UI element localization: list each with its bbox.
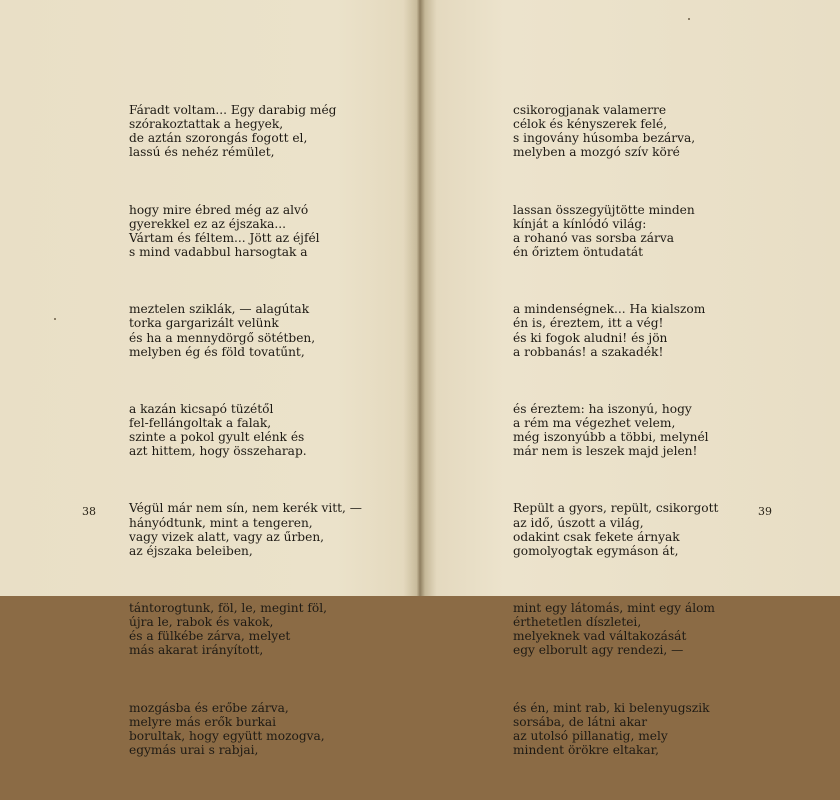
poem-line: vagy vizek alatt, vagy az űrben,: [129, 529, 325, 544]
poem-line: gyerekkel ez az éjszaka...: [129, 216, 286, 231]
poem-line: s ingovány húsomba bezárva,: [513, 131, 696, 146]
left-poem: [129, 75, 362, 800]
poem-line: mozgásba és erőbe zárva,: [129, 700, 289, 715]
poem-line: és a fülkébe zárva, melyet: [129, 629, 291, 644]
poem-line: Repült a gyors, repült, csikorgott: [513, 501, 719, 516]
page-number: 39: [758, 505, 772, 518]
paper-speck: [54, 318, 56, 320]
stanza: [129, 701, 362, 757]
stanza: [129, 402, 362, 458]
poem-line: célok és kényszerek felé,: [513, 117, 668, 132]
poem-line: és ki fogok aludni! és jön: [513, 330, 668, 345]
poem-line: a rohanó vas sorsba zárva: [513, 230, 675, 245]
poem-line: melyben a mozgó szív köré: [513, 145, 680, 160]
stanza: [129, 601, 362, 657]
stanza: [129, 103, 362, 159]
poem-line: szórakoztattak a hegyek,: [129, 117, 284, 132]
poem-line: azt hittem, hogy összeharap.: [129, 444, 307, 459]
poem-line: mindent örökre eltakar,: [513, 742, 660, 757]
paper-speck: [688, 18, 690, 20]
stanza: [513, 203, 718, 259]
poem-line: borultak, hogy együtt mozogva,: [129, 728, 325, 743]
stanza: [513, 103, 718, 159]
poem-line: már nem is leszek majd jelen!: [513, 444, 698, 459]
poem-line: Végül már nem sín, nem kerék vitt, —: [129, 501, 362, 516]
poem-line: torka gargarizált velünk: [129, 316, 279, 331]
stanza: [129, 302, 362, 358]
poem-line: de aztán szorongás fogott el,: [129, 131, 308, 146]
poem-line: melyeknek vad váltakozását: [513, 629, 687, 644]
stanza: [513, 302, 718, 358]
poem-line: szinte a pokol gyult elénk és: [129, 430, 305, 445]
poem-line: odakint csak fekete árnyak: [513, 529, 680, 544]
poem-line: egymás urai s rabjai,: [129, 742, 259, 757]
poem-line: s mind vadabbul harsogtak a: [129, 245, 308, 260]
poem-line: a mindenségnek... Ha kialszom: [513, 302, 706, 317]
poem-line: a rém ma végezhet velem,: [513, 415, 676, 430]
poem-line: melyre más erők burkai: [129, 714, 277, 729]
poem-line: az idő, úszott a világ,: [513, 515, 644, 530]
right-poem: [513, 75, 718, 800]
stanza: [513, 501, 718, 557]
poem-line: hogy mire ébred még az alvó: [129, 202, 309, 217]
poem-line: hányódtunk, mint a tengeren,: [129, 515, 313, 530]
page-number: 38: [82, 505, 96, 518]
stanza: [129, 203, 362, 259]
poem-line: mint egy látomás, mint egy álom: [513, 601, 715, 615]
poem-line: egy elborult agy rendezi, —: [513, 643, 684, 658]
poem-line: az utolsó pillanatig, mely: [513, 728, 668, 743]
poem-line: Vártam és féltem... Jött az éjfél: [129, 230, 320, 245]
poem-line: és éreztem: ha iszonyú, hogy: [513, 401, 692, 416]
stanza: [129, 501, 362, 557]
poem-line: tántorogtunk, föl, le, megint föl,: [129, 601, 328, 615]
poem-line: más akarat irányított,: [129, 643, 264, 658]
poem-line: gomolyogtak egymáson át,: [513, 543, 679, 558]
poem-line: a kazán kicsapó tüzétől: [129, 401, 274, 416]
poem-line: az éjszaka beleiben,: [129, 543, 253, 558]
poem-line: a robbanás! a szakadék!: [513, 344, 664, 359]
right-page: [422, 0, 840, 757]
poem-line: én őriztem öntudatát: [513, 245, 644, 260]
poem-line: sorsába, de látni akar: [513, 714, 648, 729]
left-page: [0, 0, 420, 757]
poem-line: fel-fellángoltak a falak,: [129, 415, 272, 430]
poem-line: meztelen sziklák, — alagútak: [129, 302, 310, 317]
poem-line: kínját a kínlódó világ:: [513, 216, 647, 231]
stanza: [513, 601, 718, 657]
poem-line: lassú és nehéz rémület,: [129, 145, 275, 160]
poem-line: én is, éreztem, itt a vég!: [513, 316, 664, 331]
poem-line: és én, mint rab, ki belenyugszik: [513, 700, 710, 715]
poem-line: érthetetlen díszletei,: [513, 615, 642, 630]
poem-line: melyben ég és föld tovatűnt,: [129, 344, 305, 359]
poem-line: csikorogjanak valamerre: [513, 103, 667, 118]
poem-line: lassan összegyüjtötte minden: [513, 202, 695, 217]
poem-line: Fáradt voltam... Egy darabig még: [129, 103, 337, 118]
poem-line: még iszonyúbb a többi, melynél: [513, 430, 709, 445]
stanza: [513, 701, 718, 757]
stanza: [513, 402, 718, 458]
poem-line: és ha a mennydörgő sötétben,: [129, 330, 316, 345]
poem-line: újra le, rabok és vakok,: [129, 615, 274, 630]
